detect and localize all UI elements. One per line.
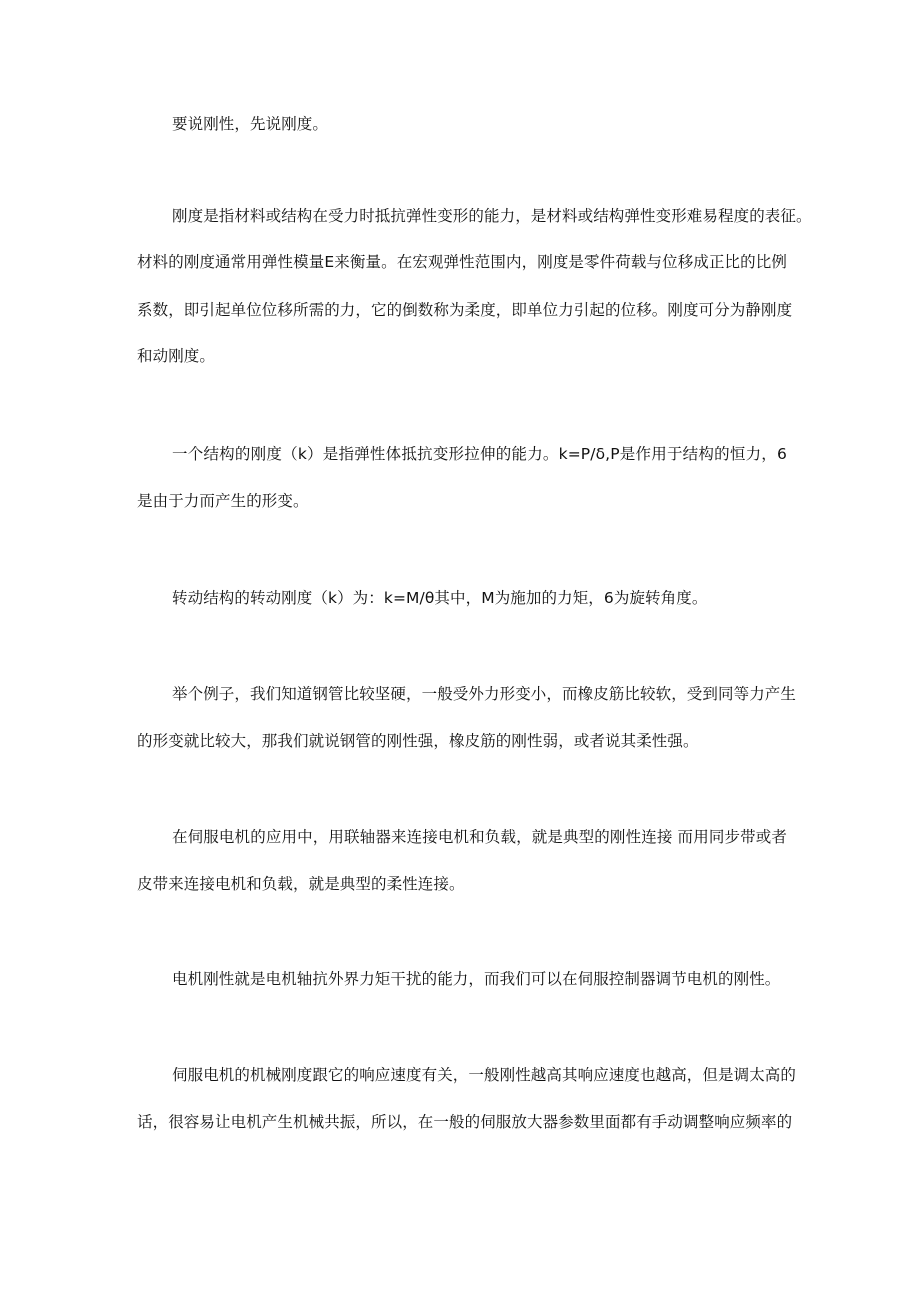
paragraph-2-line-1: 刚度是指材料或结构在受力时抵抗弹性变形的能力，是材料或结构弹性变形难易程度的表征。 xyxy=(172,207,812,225)
paragraph-8-line-2: 话，很容易让电机产生机械共振，所以，在一般的伺服放大器参数里面都有手动调整响应频率的 xyxy=(137,1113,793,1131)
paragraph-2-line-2: 材料的刚度通常用弹性模量E来衡量。在宏观弹性范围内，刚度是零件荷载与位移成正比的比例 xyxy=(137,253,787,271)
paragraph-7-line-1: 电机刚性就是电机轴抗外界力矩干扰的能力，而我们可以在伺服控制器调节电机的刚性。 xyxy=(172,970,781,988)
paragraph-1-line-1: 要说刚性，先说刚度。 xyxy=(172,115,329,133)
paragraph-6-line-2: 皮带来连接电机和负载，就是典型的柔性连接。 xyxy=(137,875,465,893)
paragraph-4-line-1: 转动结构的转动刚度（k）为：k=M/θ其中，M为施加的力矩，6为旋转角度。 xyxy=(172,589,708,607)
paragraph-3-line-1: 一个结构的刚度（k）是指弹性体抵抗变形拉伸的能力。k=P/δ,P是作用于结构的恒力，6 xyxy=(172,445,787,463)
paragraph-3-line-2: 是由于力而产生的形变。 xyxy=(137,492,309,510)
paragraph-2-line-3: 系数，即引起单位位移所需的力，它的倒数称为柔度，即单位力引起的位移。刚度可分为静刚度 xyxy=(137,301,793,319)
paragraph-5-line-1: 举个例子，我们知道钢管比较坚硬，一般受外力形变小，而橡皮筋比较软，受到同等力产生 xyxy=(172,685,797,703)
paragraph-6-line-1: 在伺服电机的应用中，用联轴器来连接电机和负载，就是典型的刚性连接 而用同步带或者 xyxy=(172,828,787,846)
paragraph-5-line-2: 的形变就比较大，那我们就说钢管的刚性强，橡皮筋的刚性弱，或者说其柔性强。 xyxy=(137,732,699,750)
paragraph-8-line-1: 伺服电机的机械刚度跟它的响应速度有关，一般刚性越高其响应速度也越高，但是调太高的 xyxy=(172,1066,797,1084)
paragraph-2-line-4: 和动刚度。 xyxy=(137,347,216,365)
